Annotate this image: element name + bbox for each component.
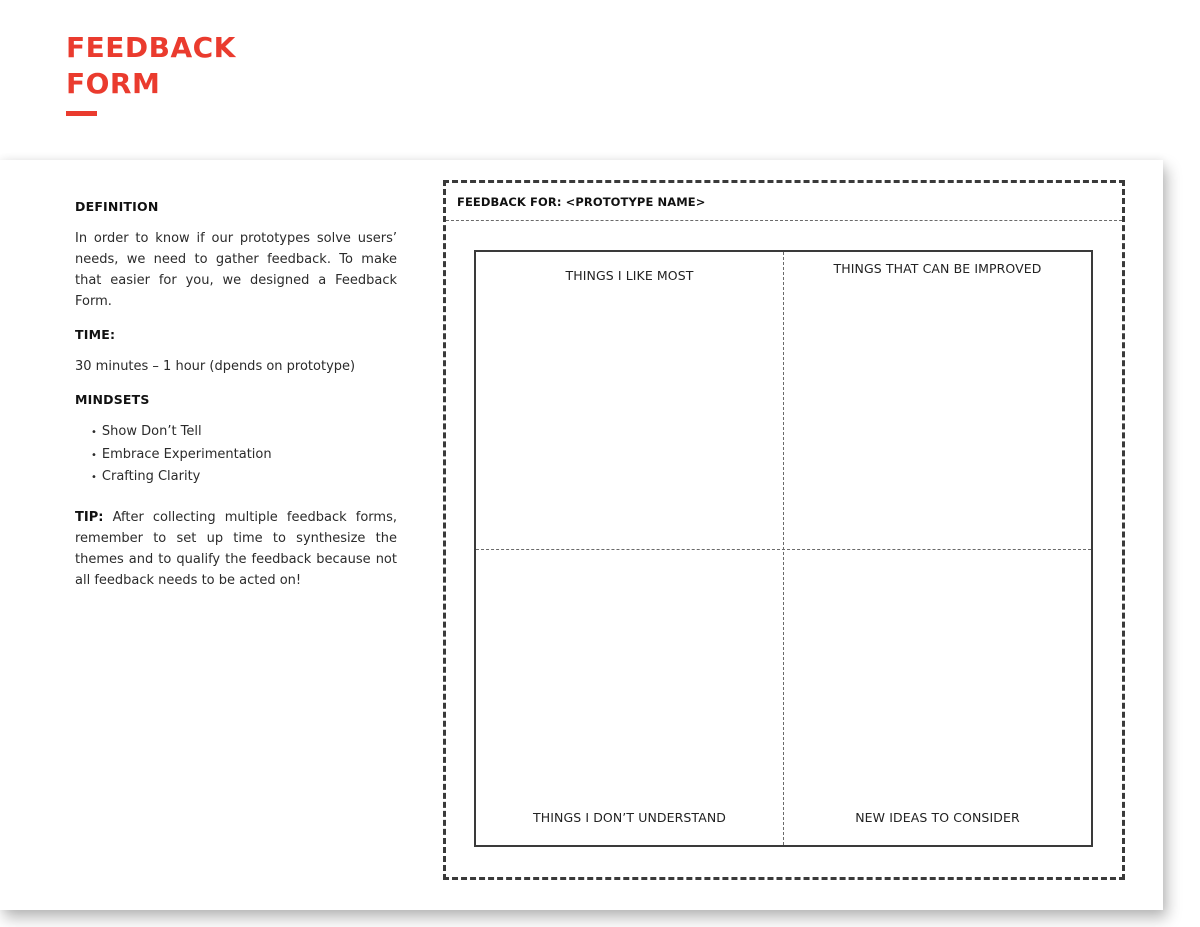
worksheet-page <box>0 160 1163 910</box>
tip-label: TIP: <box>75 509 104 525</box>
quadrant-can-be-improved: THINGS THAT CAN BE IMPROVED <box>833 261 1042 276</box>
page-title <box>66 30 236 102</box>
horizontal-divider <box>476 549 1091 550</box>
quadrant-dont-understand: THINGS I DON’T UNDERSTAND <box>532 810 727 825</box>
mindsets-heading: MINDSETS <box>75 392 150 407</box>
title-line-1: FEEDBACK <box>66 31 236 64</box>
instructions-column <box>75 196 397 591</box>
quadrant-like-most: THINGS I LIKE MOST <box>565 268 694 283</box>
quadrant-new-ideas: NEW IDEAS TO CONSIDER <box>855 810 1020 825</box>
list-item: • Show Don’t Tell <box>91 421 397 444</box>
list-item: • Embrace Experimentation <box>91 444 397 467</box>
tip-paragraph <box>75 507 397 591</box>
definition-text: In order to know if our prototypes solve users’ needs, we need to gather feedback. To make that easier for you, we designed a Feedback Form. <box>75 231 397 309</box>
definition-heading: DEFINITION <box>75 199 159 214</box>
list-item: • Crafting Clarity <box>91 466 397 489</box>
feedback-for-label: FEEDBACK FOR: <PROTOTYPE NAME> <box>457 195 706 209</box>
title-underline-accent <box>66 111 97 116</box>
feedback-grid <box>474 250 1093 847</box>
tip-text: After collecting multiple feedback forms, remember to set up time to synthesize the themes and to qualify the feedback because not all feedback needs to be acted on! <box>75 509 397 588</box>
feedback-form-cutout <box>443 180 1125 880</box>
mindsets-list <box>75 421 397 489</box>
time-heading: TIME: <box>75 327 116 342</box>
title-line-2: FORM <box>66 67 161 100</box>
header-divider <box>446 220 1122 221</box>
time-text: 30 minutes – 1 hour (dpends on prototype) <box>75 359 356 374</box>
